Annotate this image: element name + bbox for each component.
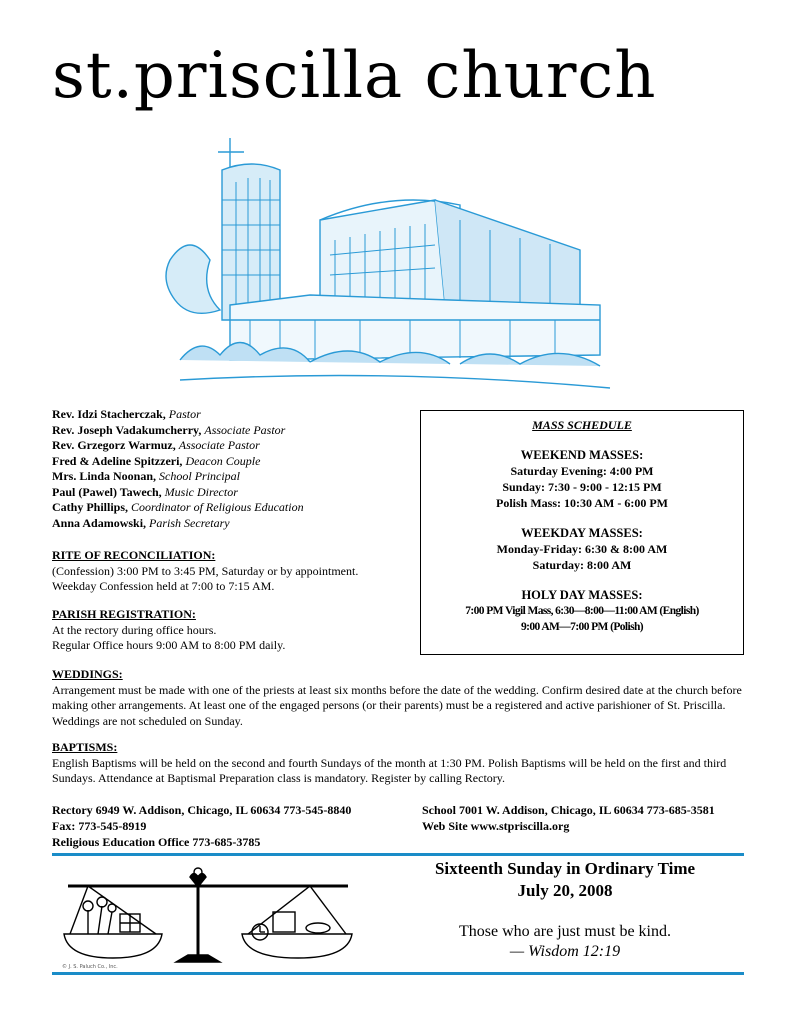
staff-entry: Rev. Idzi Stacherczak, Pastor xyxy=(52,407,201,421)
holy-day-masses xyxy=(421,587,743,635)
divider-bottom xyxy=(52,972,744,975)
scripture-quote: Those who are just must be kind. xyxy=(459,923,671,940)
registration-line: Regular Office hours 9:00 AM to 8:00 PM daily. xyxy=(52,638,286,652)
rectory-contact xyxy=(52,802,351,850)
balance-scale-illustration xyxy=(58,862,358,970)
registration-section xyxy=(52,607,285,654)
weekday-masses xyxy=(421,525,743,573)
mass-time: Saturday Evening: 4:00 PM xyxy=(510,464,654,478)
church-building-illustration xyxy=(160,130,620,392)
mass-schedule-box xyxy=(420,410,744,655)
scripture-citation: — Wisdom 12:19 xyxy=(509,943,621,960)
mass-time: 7:00 PM Vigil Mass, 6:30—8:00—11:00 AM (English) xyxy=(465,605,699,617)
website-link[interactable]: Web Site www.stpriscilla.org xyxy=(422,819,570,833)
liturgical-occasion: Sixteenth Sunday in Ordinary Time xyxy=(434,859,696,878)
art-credit: © J. S. Paluch Co., Inc. xyxy=(62,964,118,970)
mass-schedule-heading: MASS SCHEDULE xyxy=(532,418,632,432)
registration-line: At the rectory during office hours. xyxy=(52,622,217,637)
registration-heading: PARISH REGISTRATION: xyxy=(52,607,196,621)
school-address: School 7001 W. Addison, Chicago, IL 60634 773-685-3581 xyxy=(422,803,715,817)
staff-entry: Anna Adamowski, Parish Secretary xyxy=(52,515,230,530)
reconciliation-line: Weekday Confession held at 7:00 to 7:15 AM. xyxy=(52,579,275,593)
bulletin-occasion-block xyxy=(380,858,750,962)
fax-number: Fax: 773-545-8919 xyxy=(52,819,147,833)
staff-entry: Cathy Phillips, Coordinator of Religious Education xyxy=(52,500,304,514)
mass-time: Monday-Friday: 6:30 & 8:00 AM xyxy=(496,542,668,556)
weekday-masses-title: WEEKDAY MASSES: xyxy=(521,526,643,540)
divider-top xyxy=(52,853,744,856)
baptisms-heading: BAPTISMS: xyxy=(52,740,118,754)
reconciliation-line: (Confession) 3:00 PM to 3:45 PM, Saturday or by appointment. xyxy=(52,563,359,578)
reconciliation-section xyxy=(52,548,358,595)
rectory-address: Rectory 6949 W. Addison, Chicago, IL 60634 773-545-8840 xyxy=(52,803,352,817)
weekend-masses xyxy=(421,447,743,511)
holy-day-masses-title: HOLY DAY MASSES: xyxy=(521,588,643,602)
baptisms-section xyxy=(52,740,744,787)
weekend-masses-title: WEEKEND MASSES: xyxy=(520,448,644,462)
staff-entry: Fred & Adeline Spitzzeri, Deacon Couple xyxy=(52,453,261,468)
weddings-text: Arrangement must be made with one of the priests at least six months before the date of the wedding. Confirm desired date at the church before making other arrangements. At least one of the engaged persons (or their parents) must be a registered and active parishioner of St. Priscilla. Weddings are not scheduled on Sunday. xyxy=(52,682,742,728)
staff-directory xyxy=(52,407,402,531)
staff-entry: Rev. Grzegorz Warmuz, Associate Pastor xyxy=(52,438,260,452)
staff-entry: Paul (Pawel) Tawech, Music Director xyxy=(52,484,238,499)
staff-entry: Rev. Joseph Vadakumcherry, Associate Pastor xyxy=(52,422,286,437)
baptisms-text: English Baptisms will be held on the second and fourth Sundays of the month at 1:30 PM. Polish Baptisms will be held on the first and third Sundays. Attendance at Baptismal Preparation class is mandatory. Register by calling Rectory. xyxy=(52,755,727,785)
bulletin-date: July 20, 2008 xyxy=(517,881,613,900)
church-title: st.priscilla church xyxy=(52,39,657,113)
school-contact xyxy=(422,802,715,834)
weddings-heading: WEDDINGS: xyxy=(52,667,123,681)
staff-entry: Mrs. Linda Noonan, School Principal xyxy=(52,469,241,483)
reconciliation-heading: RITE OF RECONCILIATION: xyxy=(52,548,216,562)
mass-time: 9:00 AM—7:00 PM (Polish) xyxy=(521,621,643,633)
mass-time: Polish Mass: 10:30 AM - 6:00 PM xyxy=(496,496,668,510)
weddings-section xyxy=(52,667,744,729)
mass-time: Saturday: 8:00 AM xyxy=(532,558,632,572)
religious-education-phone: Religious Education Office 773-685-3785 xyxy=(52,835,261,849)
mass-time: Sunday: 7:30 - 9:00 - 12:15 PM xyxy=(502,480,662,494)
